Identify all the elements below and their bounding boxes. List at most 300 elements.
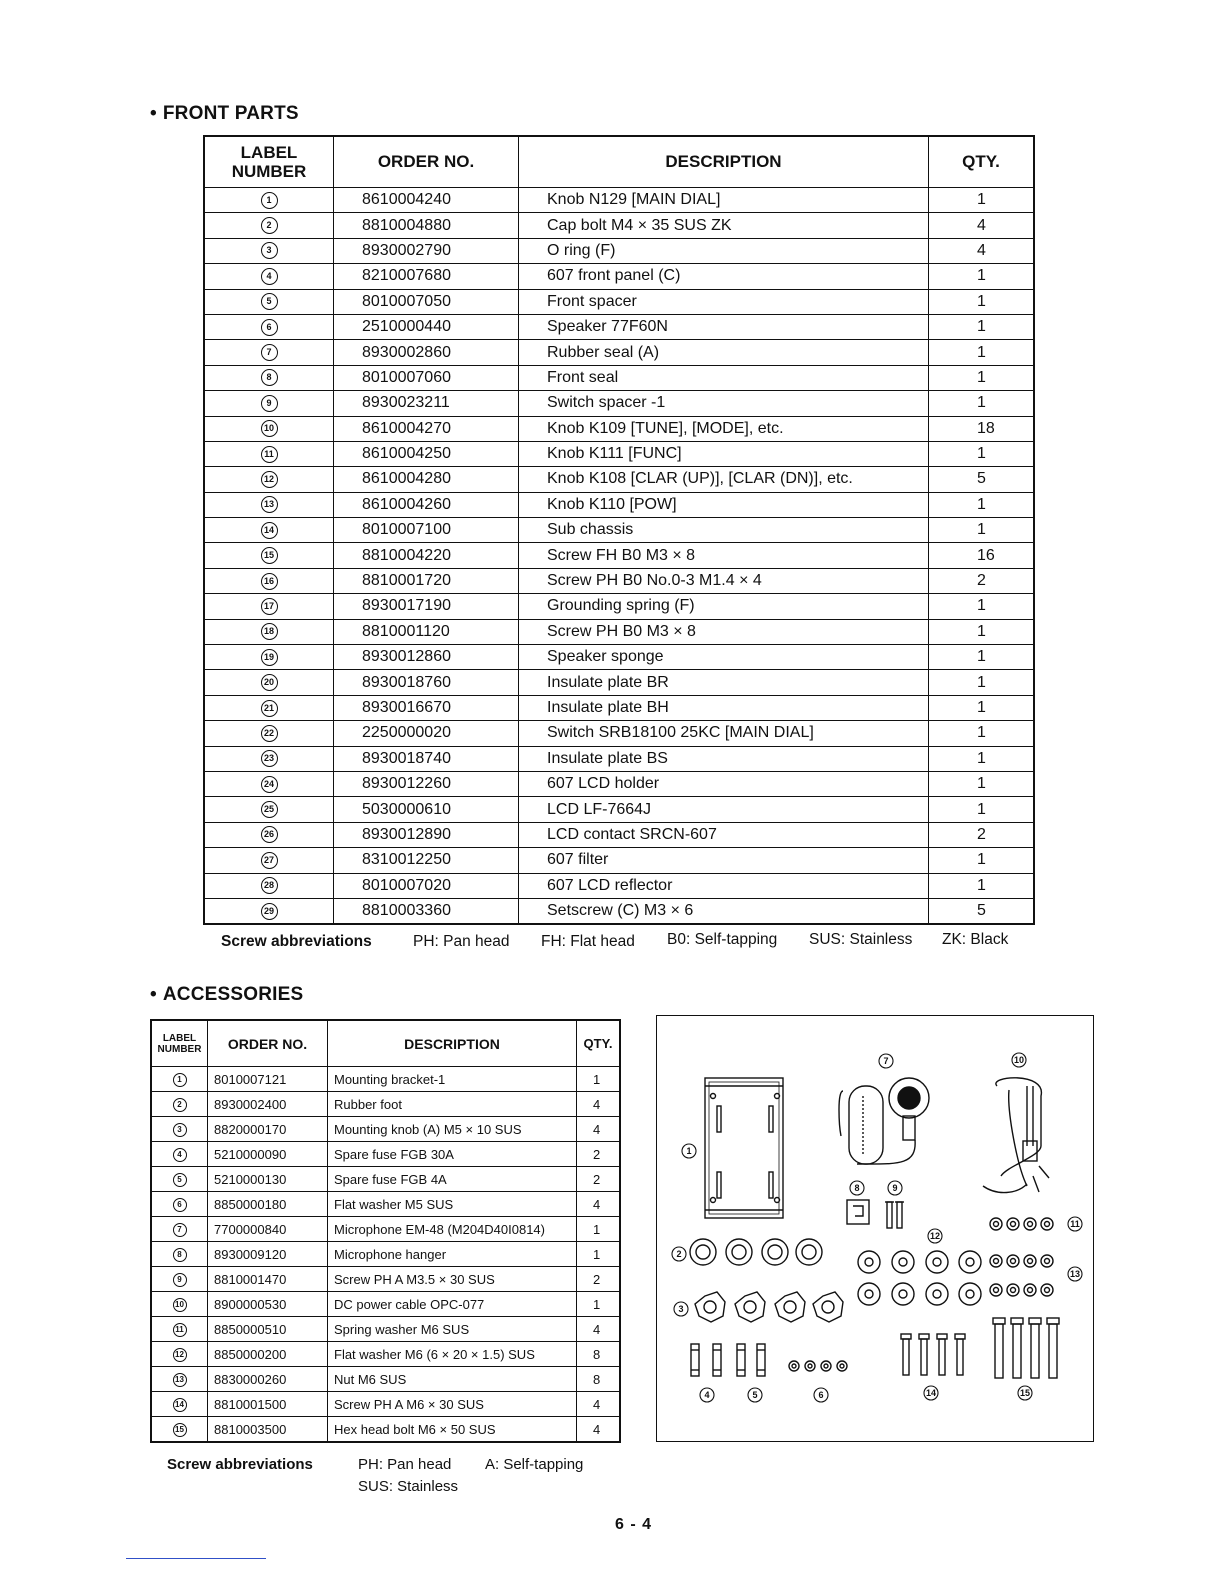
circled-label-number: 26 <box>261 826 278 843</box>
table-row <box>204 594 1034 619</box>
table-row <box>204 771 1034 796</box>
table-row <box>204 898 1034 924</box>
qty-cell: 4 <box>929 213 1035 238</box>
circled-label-number: 10 <box>173 1298 187 1312</box>
qty-cell: 1 <box>929 873 1035 898</box>
qty-cell: 2 <box>929 568 1035 593</box>
column-header-order-no: ORDER NO. <box>334 136 519 188</box>
label-cell <box>151 1217 208 1242</box>
label-cell <box>204 797 334 822</box>
order-no-cell: 8310012250 <box>334 848 519 873</box>
circled-label-number: 11 <box>173 1323 187 1337</box>
order-no-cell: 8010007050 <box>334 289 519 314</box>
circled-label-number: 3 <box>173 1123 187 1137</box>
description-cell: Knob N129 [MAIN DIAL] <box>519 188 929 213</box>
table-row <box>204 467 1034 492</box>
front-parts-table <box>203 135 1035 925</box>
qty-cell: 1 <box>929 518 1035 543</box>
circled-label-number: 1 <box>261 192 278 209</box>
table-row <box>151 1117 620 1142</box>
order-no-cell: 8610004240 <box>334 188 519 213</box>
svg-text:14: 14 <box>925 1388 937 1398</box>
table-row <box>204 670 1034 695</box>
illus-label-3 <box>674 1302 688 1316</box>
table-row <box>204 645 1034 670</box>
qty-cell: 1 <box>929 188 1035 213</box>
label-cell <box>204 391 334 416</box>
circled-label-number: 27 <box>261 852 278 869</box>
qty-cell: 2 <box>577 1167 621 1192</box>
order-no-cell: 8810001120 <box>334 619 519 644</box>
order-no-cell: 8810003360 <box>334 898 519 924</box>
qty-cell: 4 <box>577 1117 621 1142</box>
description-cell: Spare fuse FGB 4A <box>328 1167 577 1192</box>
column-header-qty: QTY. <box>577 1020 621 1067</box>
label-cell <box>204 619 334 644</box>
description-cell: Knob K111 [FUNC] <box>519 441 929 466</box>
label-cell <box>204 492 334 517</box>
label-cell <box>204 365 334 390</box>
qty-cell: 2 <box>577 1142 621 1167</box>
mounting-bracket-drawing <box>705 1078 783 1218</box>
label-cell <box>204 822 334 847</box>
accessories-table <box>150 1019 621 1443</box>
svg-text:1: 1 <box>686 1146 692 1156</box>
order-no-cell: 8930018760 <box>334 670 519 695</box>
order-no-cell: 8810001500 <box>208 1392 328 1417</box>
label-cell <box>204 771 334 796</box>
screws-ph-m6-drawing <box>901 1334 965 1375</box>
description-cell: Knob K109 [TUNE], [MODE], etc. <box>519 416 929 441</box>
flat-washers-m6-drawing <box>858 1251 981 1305</box>
svg-text:12: 12 <box>929 1231 941 1241</box>
table-row <box>151 1292 620 1317</box>
circled-label-number: 5 <box>261 293 278 310</box>
svg-text:11: 11 <box>1070 1219 1080 1229</box>
qty-cell: 1 <box>929 340 1035 365</box>
label-cell <box>204 645 334 670</box>
circled-label-number: 16 <box>261 573 278 590</box>
description-cell: DC power cable OPC-077 <box>328 1292 577 1317</box>
label-cell <box>204 746 334 771</box>
table-row <box>204 416 1034 441</box>
order-no-cell: 8010007020 <box>334 873 519 898</box>
abbrev-ph: PH: Pan head <box>358 1456 452 1473</box>
qty-cell: 1 <box>929 619 1035 644</box>
label-cell <box>204 340 334 365</box>
description-cell: Speaker sponge <box>519 645 929 670</box>
description-cell: Flat washer M6 (6 × 20 × 1.5) SUS <box>328 1342 577 1367</box>
order-no-cell: 8810004880 <box>334 213 519 238</box>
abbrev-sus: SUS: Stainless <box>358 1478 459 1495</box>
order-no-cell: 8010007060 <box>334 365 519 390</box>
order-no-cell: 8930016670 <box>334 695 519 720</box>
qty-cell: 1 <box>929 391 1035 416</box>
table-row <box>204 746 1034 771</box>
order-no-cell: 8810004220 <box>334 543 519 568</box>
circled-label-number: 2 <box>261 217 278 234</box>
qty-cell: 8 <box>577 1342 621 1367</box>
label-cell <box>151 1192 208 1217</box>
table-row <box>204 568 1034 593</box>
table-row <box>151 1167 620 1192</box>
description-cell: Screw FH B0 M3 × 8 <box>519 543 929 568</box>
table-row <box>204 543 1034 568</box>
circled-label-number: 11 <box>261 446 278 463</box>
description-cell: 607 front panel (C) <box>519 264 929 289</box>
qty-cell: 4 <box>929 238 1035 263</box>
circled-label-number: 15 <box>261 547 278 564</box>
label-cell <box>204 416 334 441</box>
order-no-cell: 8010007100 <box>334 518 519 543</box>
label-cell <box>204 213 334 238</box>
table-row <box>204 873 1034 898</box>
label-cell <box>151 1417 208 1443</box>
abbrev-sus: SUS: Stainless <box>809 931 913 948</box>
qty-cell: 1 <box>577 1067 621 1092</box>
circled-label-number: 9 <box>261 395 278 412</box>
circled-label-number: 15 <box>173 1423 187 1437</box>
circled-label-number: 25 <box>261 801 278 818</box>
illus-label-4 <box>700 1388 714 1402</box>
qty-cell: 4 <box>577 1192 621 1217</box>
label-cell <box>204 441 334 466</box>
table-row <box>151 1317 620 1342</box>
qty-cell: 1 <box>577 1242 621 1267</box>
circled-label-number: 13 <box>261 496 278 513</box>
column-header-description: DESCRIPTION <box>519 136 929 188</box>
description-cell: Knob K108 [CLAR (UP)], [CLAR (DN)], etc. <box>519 467 929 492</box>
label-cell <box>151 1342 208 1367</box>
table-row <box>151 1192 620 1217</box>
order-no-cell: 8810001470 <box>208 1267 328 1292</box>
hanger-screws-drawing <box>885 1202 904 1228</box>
table-row <box>204 822 1034 847</box>
svg-text:4: 4 <box>704 1390 710 1400</box>
illus-label-8 <box>850 1181 864 1195</box>
order-no-cell: 2510000440 <box>334 314 519 339</box>
circled-label-number: 7 <box>261 344 278 361</box>
order-no-cell: 8930002860 <box>334 340 519 365</box>
qty-cell: 1 <box>577 1292 621 1317</box>
order-no-cell: 5210000090 <box>208 1142 328 1167</box>
table-row <box>204 797 1034 822</box>
circled-label-number: 19 <box>261 649 278 666</box>
table-row <box>204 721 1034 746</box>
description-cell: Cap bolt M4 × 35 SUS ZK <box>519 213 929 238</box>
label-cell <box>204 898 334 924</box>
circled-label-number: 18 <box>261 623 278 640</box>
description-cell: Mounting bracket-1 <box>328 1067 577 1092</box>
qty-cell: 2 <box>929 822 1035 847</box>
label-cell <box>151 1367 208 1392</box>
qty-cell: 5 <box>929 467 1035 492</box>
circled-label-number: 20 <box>261 674 278 691</box>
qty-cell: 4 <box>577 1417 621 1443</box>
table-row <box>204 188 1034 213</box>
microphone-drawing <box>839 1078 929 1164</box>
circled-label-number: 8 <box>173 1248 187 1262</box>
table-row <box>204 518 1034 543</box>
abbrev-fh: FH: Flat head <box>541 933 635 950</box>
description-cell: 607 LCD holder <box>519 771 929 796</box>
description-cell: Spring washer M6 SUS <box>328 1317 577 1342</box>
qty-cell: 1 <box>929 771 1035 796</box>
description-cell: Microphone EM-48 (M204D40I0814) <box>328 1217 577 1242</box>
label-cell <box>151 1317 208 1342</box>
front-screw-abbreviations <box>221 931 1009 951</box>
svg-text:7: 7 <box>883 1056 889 1066</box>
description-cell: Flat washer M5 SUS <box>328 1192 577 1217</box>
label-cell <box>151 1392 208 1417</box>
illus-label-6 <box>814 1388 828 1402</box>
qty-cell: 2 <box>577 1267 621 1292</box>
order-no-cell: 8930012860 <box>334 645 519 670</box>
circled-label-number: 3 <box>261 242 278 259</box>
column-header-order-no: ORDER NO. <box>208 1020 328 1067</box>
order-no-cell: 8930002400 <box>208 1092 328 1117</box>
table-row <box>151 1242 620 1267</box>
table-header-row <box>151 1020 620 1067</box>
nuts-drawing <box>990 1255 1053 1296</box>
circled-label-number: 12 <box>261 471 278 488</box>
description-cell: 607 filter <box>519 848 929 873</box>
svg-text:2: 2 <box>676 1249 682 1259</box>
description-cell: LCD LF-7664J <box>519 797 929 822</box>
order-no-cell: 5030000610 <box>334 797 519 822</box>
description-cell: Screw PH A M3.5 × 30 SUS <box>328 1267 577 1292</box>
circled-label-number: 4 <box>173 1148 187 1162</box>
abbrev-ph: PH: Pan head <box>413 933 510 950</box>
table-row <box>204 238 1034 263</box>
table-row <box>151 1142 620 1167</box>
abbrev-a: A: Self-tapping <box>485 1456 584 1473</box>
order-no-cell: 8930002790 <box>334 238 519 263</box>
qty-cell: 4 <box>577 1092 621 1117</box>
description-cell: Switch spacer -1 <box>519 391 929 416</box>
table-row <box>204 441 1034 466</box>
table-row <box>204 365 1034 390</box>
order-no-cell: 8900000530 <box>208 1292 328 1317</box>
description-cell: Setscrew (C) M3 × 6 <box>519 898 929 924</box>
qty-cell: 1 <box>929 492 1035 517</box>
illus-label-13 <box>1068 1267 1082 1281</box>
table-row <box>204 314 1034 339</box>
description-cell: Insulate plate BH <box>519 695 929 720</box>
qty-cell: 16 <box>929 543 1035 568</box>
acc-screw-abbreviations <box>167 1456 584 1495</box>
description-cell: O ring (F) <box>519 238 929 263</box>
order-no-cell: 8610004260 <box>334 492 519 517</box>
mounting-knobs-drawing <box>695 1292 843 1322</box>
circled-label-number: 9 <box>173 1273 187 1287</box>
label-cell <box>204 314 334 339</box>
label-cell <box>204 873 334 898</box>
qty-cell: 4 <box>577 1317 621 1342</box>
description-cell: Front spacer <box>519 289 929 314</box>
label-cell <box>151 1167 208 1192</box>
order-no-cell: 8930009120 <box>208 1242 328 1267</box>
label-cell <box>204 695 334 720</box>
illus-label-10 <box>1012 1053 1026 1067</box>
illus-label-2 <box>672 1247 686 1261</box>
qty-cell: 1 <box>929 645 1035 670</box>
table-row <box>151 1217 620 1242</box>
qty-cell: 1 <box>929 797 1035 822</box>
order-no-cell: 8210007680 <box>334 264 519 289</box>
description-cell: Switch SRB18100 25KC [MAIN DIAL] <box>519 721 929 746</box>
label-cell <box>204 264 334 289</box>
label-cell <box>204 238 334 263</box>
table-row <box>204 391 1034 416</box>
description-cell: Rubber foot <box>328 1092 577 1117</box>
qty-cell: 1 <box>577 1217 621 1242</box>
qty-cell: 1 <box>929 721 1035 746</box>
description-cell: Mounting knob (A) M5 × 10 SUS <box>328 1117 577 1142</box>
order-no-cell: 8010007121 <box>208 1067 328 1092</box>
description-cell: Microphone hanger <box>328 1242 577 1267</box>
column-header-description: DESCRIPTION <box>328 1020 577 1067</box>
label-cell <box>204 594 334 619</box>
order-no-cell: 8850000200 <box>208 1342 328 1367</box>
qty-cell: 1 <box>929 746 1035 771</box>
label-cell <box>204 289 334 314</box>
illus-label-9 <box>888 1181 902 1195</box>
description-cell: Speaker 77F60N <box>519 314 929 339</box>
circled-label-number: 2 <box>173 1098 187 1112</box>
order-no-cell: 8820000170 <box>208 1117 328 1142</box>
table-row <box>204 340 1034 365</box>
description-cell: Insulate plate BS <box>519 746 929 771</box>
circled-label-number: 6 <box>173 1198 187 1212</box>
illus-label-12 <box>928 1229 942 1243</box>
circled-label-number: 21 <box>261 700 278 717</box>
column-header-label-number: LABEL NUMBER <box>151 1020 208 1067</box>
label-cell <box>204 848 334 873</box>
page-number: 6 - 4 <box>615 1516 653 1533</box>
label-cell <box>204 670 334 695</box>
illus-label-1 <box>682 1144 696 1158</box>
circled-label-number: 12 <box>173 1348 187 1362</box>
order-no-cell: 8810003500 <box>208 1417 328 1443</box>
abbrev-title: Screw abbreviations <box>167 1456 313 1473</box>
table-header-row <box>204 136 1034 188</box>
qty-cell: 1 <box>929 441 1035 466</box>
label-cell <box>204 188 334 213</box>
description-cell: Nut M6 SUS <box>328 1367 577 1392</box>
order-no-cell: 8930012890 <box>334 822 519 847</box>
column-header-qty: QTY. <box>929 136 1035 188</box>
order-no-cell: 8610004270 <box>334 416 519 441</box>
svg-text:10: 10 <box>1013 1055 1025 1065</box>
circled-label-number: 28 <box>261 877 278 894</box>
qty-cell: 4 <box>577 1392 621 1417</box>
table-row <box>204 619 1034 644</box>
circled-label-number: 24 <box>261 776 278 793</box>
abbrev-b0: B0: Self-tapping <box>667 931 778 948</box>
circled-label-number: 10 <box>261 420 278 437</box>
label-cell <box>151 1292 208 1317</box>
table-row <box>204 289 1034 314</box>
circled-label-number: 29 <box>261 903 278 920</box>
description-cell: Hex head bolt M6 × 50 SUS <box>328 1417 577 1443</box>
order-no-cell: 8830000260 <box>208 1367 328 1392</box>
qty-cell: 1 <box>929 314 1035 339</box>
qty-cell: 1 <box>929 848 1035 873</box>
circled-label-number: 1 <box>173 1073 187 1087</box>
dc-power-cable-drawing <box>983 1078 1049 1193</box>
label-cell <box>204 543 334 568</box>
table-row <box>204 213 1034 238</box>
flat-washers-m5-drawing <box>789 1361 847 1371</box>
footer-rule <box>126 1558 266 1559</box>
circled-label-number: 6 <box>261 319 278 336</box>
description-cell: Grounding spring (F) <box>519 594 929 619</box>
circled-label-number: 8 <box>261 369 278 386</box>
front-parts-title: • FRONT PARTS <box>150 103 299 124</box>
description-cell: Screw PH B0 M3 × 8 <box>519 619 929 644</box>
illus-label-15 <box>1018 1386 1032 1400</box>
description-cell: LCD contact SRCN-607 <box>519 822 929 847</box>
order-no-cell: 7700000840 <box>208 1217 328 1242</box>
label-cell <box>151 1092 208 1117</box>
table-row <box>204 264 1034 289</box>
qty-cell: 1 <box>929 594 1035 619</box>
order-no-cell: 8610004250 <box>334 441 519 466</box>
svg-text:3: 3 <box>678 1304 684 1314</box>
column-header-label-number: LABEL NUMBER <box>204 136 334 188</box>
illus-label-14 <box>924 1386 938 1400</box>
svg-text:13: 13 <box>1069 1269 1081 1279</box>
description-cell: Sub chassis <box>519 518 929 543</box>
accessories-drawing <box>657 1016 1093 1441</box>
label-cell <box>204 518 334 543</box>
description-cell: Insulate plate BR <box>519 670 929 695</box>
svg-text:6: 6 <box>818 1390 824 1400</box>
order-no-cell: 8930023211 <box>334 391 519 416</box>
order-no-cell: 8850000180 <box>208 1192 328 1217</box>
label-cell <box>151 1117 208 1142</box>
abbrev-zk: ZK: Black <box>942 931 1009 948</box>
rubber-feet-drawing <box>690 1239 822 1265</box>
qty-cell: 1 <box>929 289 1035 314</box>
table-row <box>151 1092 620 1117</box>
svg-text:9: 9 <box>892 1183 898 1193</box>
qty-cell: 1 <box>929 670 1035 695</box>
label-cell <box>151 1067 208 1092</box>
label-cell <box>204 467 334 492</box>
description-cell: Rubber seal (A) <box>519 340 929 365</box>
microphone-hanger-drawing <box>847 1200 869 1224</box>
order-no-cell: 8810001720 <box>334 568 519 593</box>
label-cell <box>204 721 334 746</box>
label-cell <box>204 568 334 593</box>
description-cell: Front seal <box>519 365 929 390</box>
order-no-cell: 8610004280 <box>334 467 519 492</box>
spare-fuses-drawing <box>691 1344 765 1376</box>
table-row <box>204 492 1034 517</box>
circled-label-number: 23 <box>261 750 278 767</box>
order-no-cell: 2250000020 <box>334 721 519 746</box>
svg-text:5: 5 <box>752 1390 758 1400</box>
table-row <box>151 1367 620 1392</box>
circled-label-number: 7 <box>173 1223 187 1237</box>
description-cell: Spare fuse FGB 30A <box>328 1142 577 1167</box>
qty-cell: 1 <box>929 264 1035 289</box>
table-row <box>151 1342 620 1367</box>
table-row <box>151 1417 620 1443</box>
qty-cell: 5 <box>929 898 1035 924</box>
